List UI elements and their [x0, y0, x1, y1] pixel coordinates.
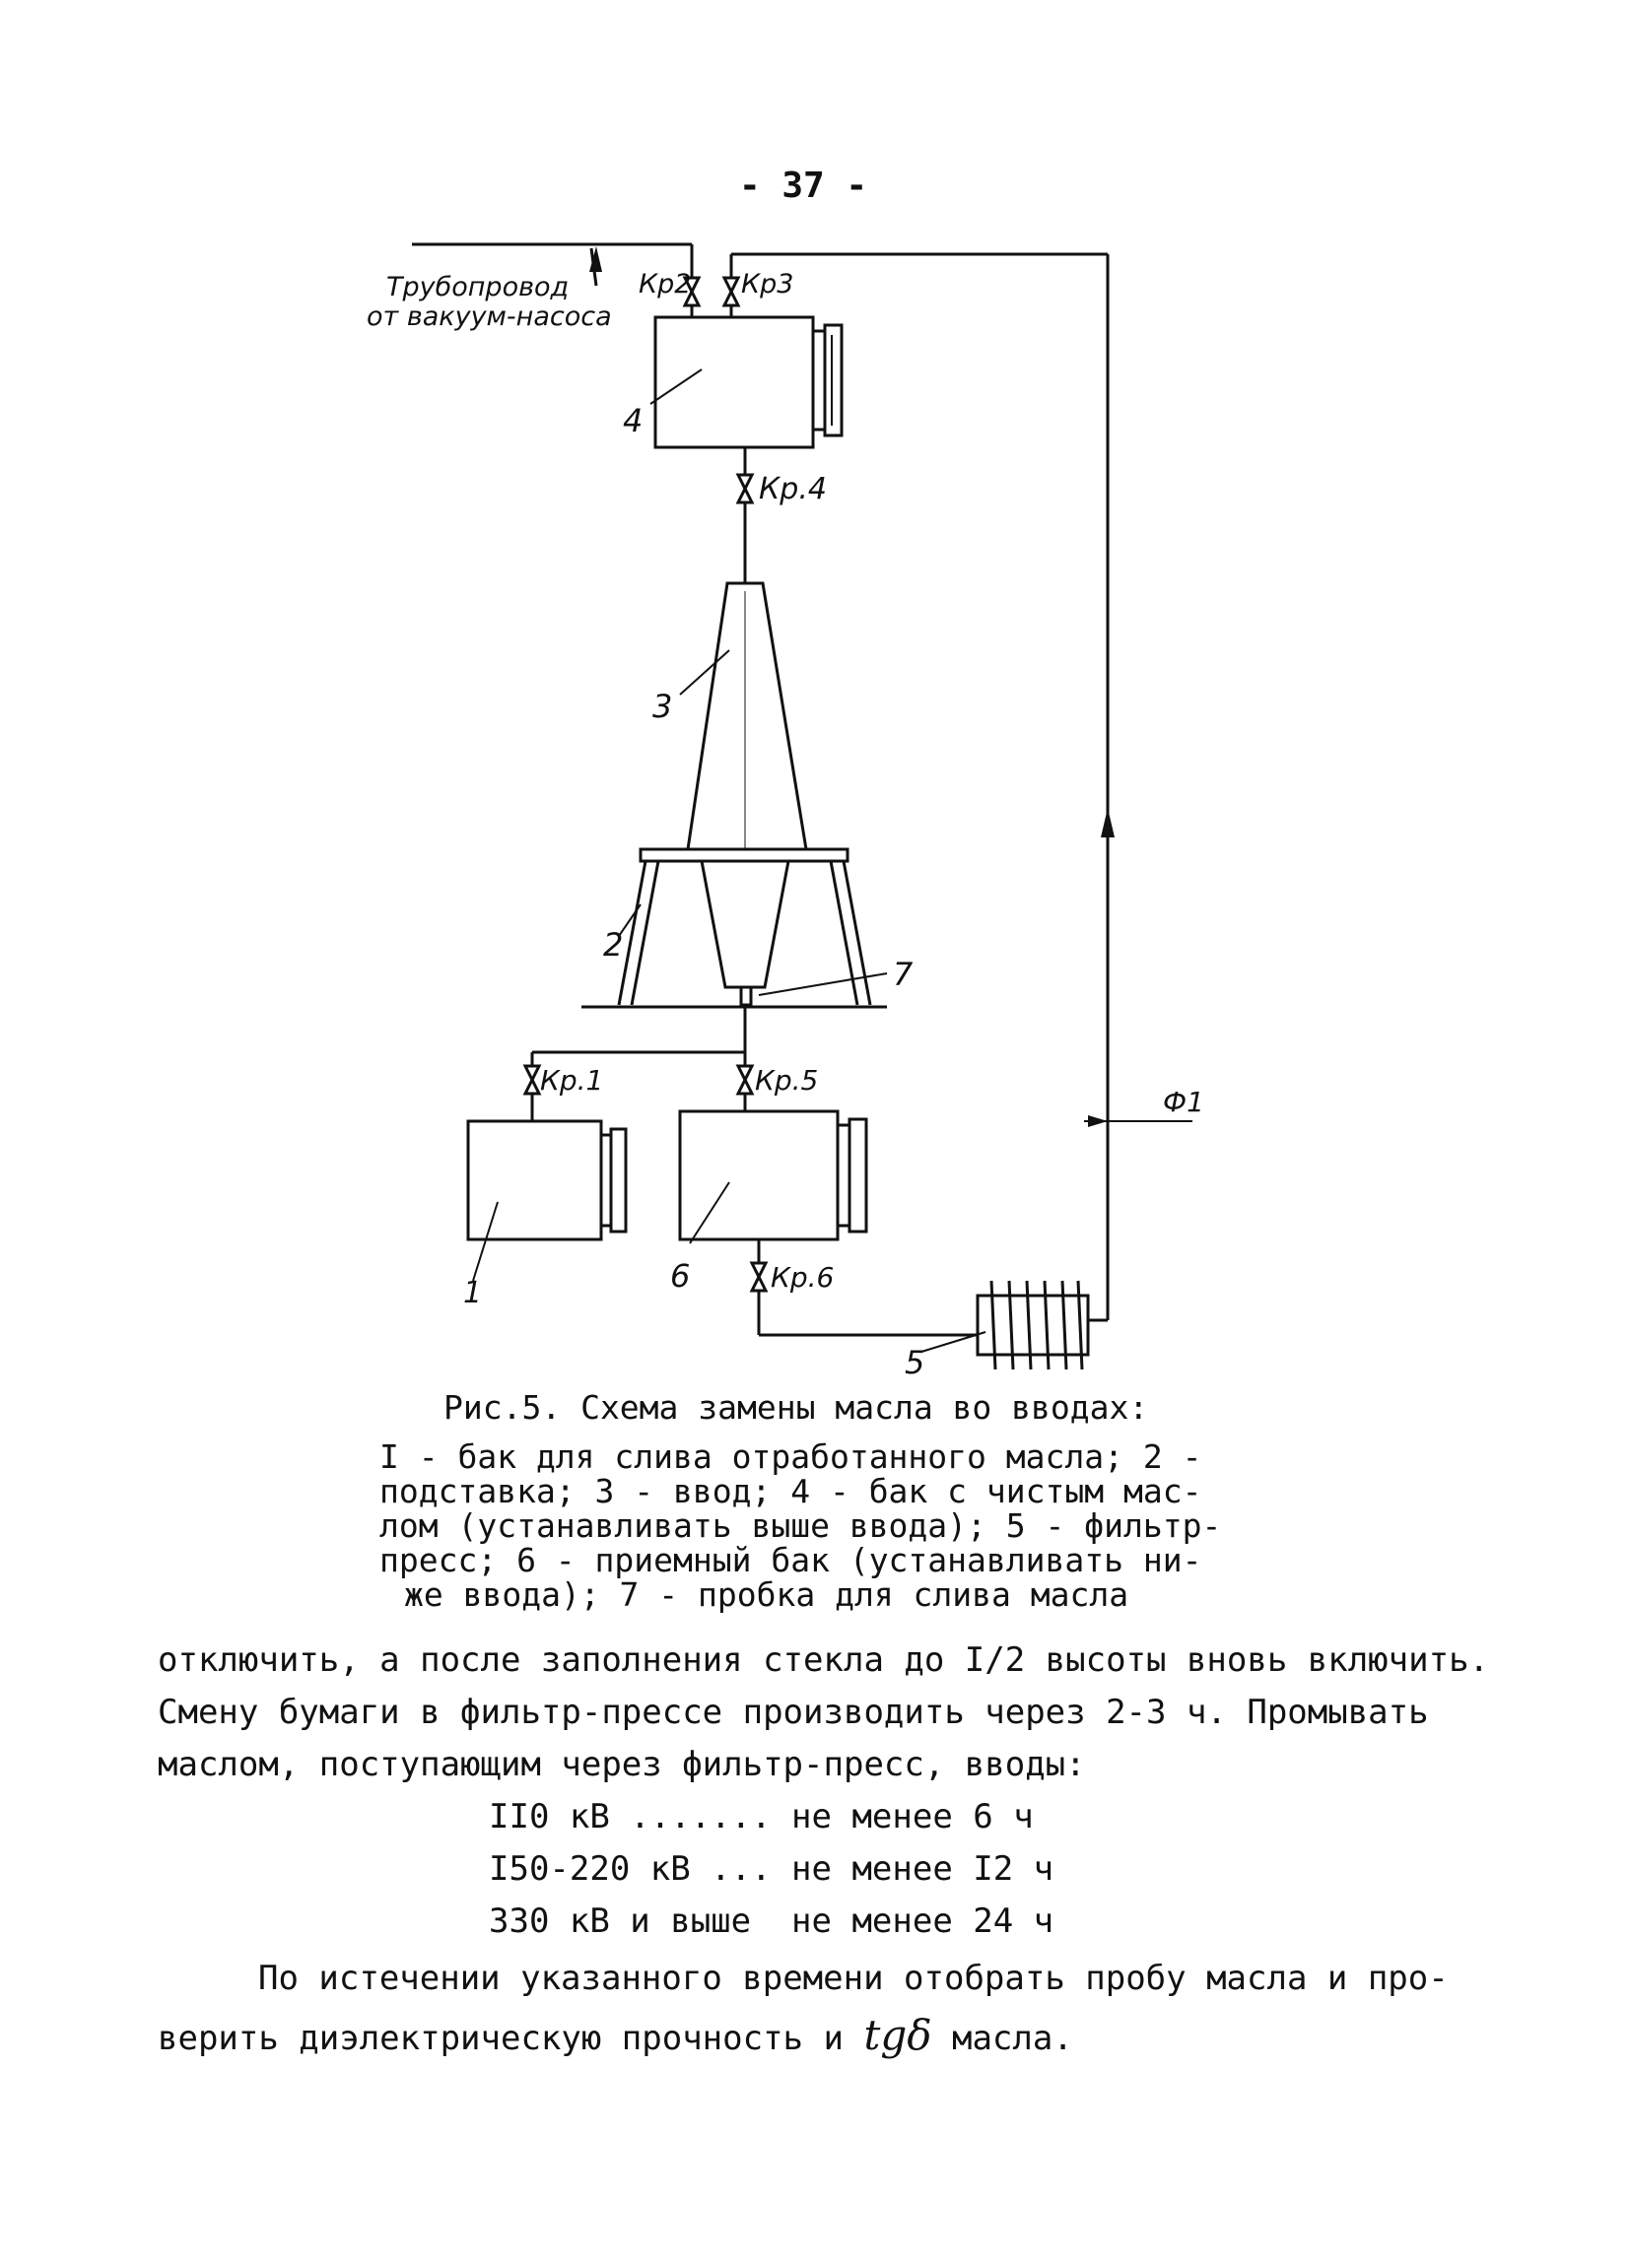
label-kr3: Кр3: [741, 269, 794, 300]
body-line-1: отключить, а после заполнения стекла до I/2 высоты вновь включить.: [158, 1640, 1490, 1680]
valve-kr5: [738, 1066, 752, 1094]
label-pipeline-line2: от вакуум-насоса: [367, 301, 612, 332]
label-f1: Ф1: [1163, 1086, 1204, 1118]
tank-6-receiving: [680, 1111, 866, 1243]
label-num-1: 1: [463, 1276, 483, 1310]
label-num-7: 7: [893, 956, 914, 993]
label-kr1: Кр.1: [540, 1064, 604, 1097]
caption-line-1: I - бак для слива отработанного масла; 2 -: [379, 1437, 1202, 1476]
label-kr4: Кр.4: [759, 472, 827, 506]
voltage-row-330kv: 330 кВ и выше не менее 24 ч: [489, 1901, 1054, 1941]
caption-line-3: лом (устанавливать выше ввода); 5 - фильтр-: [379, 1506, 1222, 1545]
valve-kr3: [724, 278, 738, 305]
body-line-3: маслом, поступающим через фильтр-пресс, вводы:: [158, 1745, 1086, 1784]
label-num-2: 2: [603, 926, 624, 964]
caption-line-4: пресс; 6 - приемный бак (устанавливать ни-: [379, 1541, 1202, 1579]
label-num-4: 4: [623, 402, 644, 439]
filter-press-5: [921, 1281, 1088, 1369]
label-num-6: 6: [670, 1257, 691, 1295]
label-kr6: Кр.6: [771, 1261, 835, 1294]
valve-kr6: [752, 1263, 766, 1291]
tank-4-clean-oil: [650, 317, 842, 447]
body-line-2: Смену бумаги в фильтр-прессе производить через 2-3 ч. Промывать: [158, 1693, 1429, 1732]
figure-caption-title: Рис.5. Схема замены масла во вводах:: [443, 1388, 1149, 1427]
label-pipeline-line1: Трубопровод: [386, 272, 570, 302]
voltage-row-110kv: II0 кВ ....... не менее 6 ч: [489, 1797, 1034, 1836]
stand-2: [581, 849, 887, 1007]
label-kr2: Кр2: [639, 269, 692, 300]
caption-line-5: же ввода); 7 - пробка для слива масла: [404, 1575, 1129, 1614]
valve-kr1: [525, 1066, 539, 1094]
label-kr5: Кр.5: [755, 1064, 819, 1097]
caption-line-2: подставка; 3 - ввод; 4 - бак с чистым мас-: [379, 1472, 1202, 1510]
body-line-5-end: масла.: [931, 2019, 1073, 2058]
flow-arrow-icon: [1101, 808, 1115, 837]
valve-kr4: [738, 475, 752, 502]
tg-delta-symbol: tgδ: [863, 2011, 932, 2059]
page-number: - 37 -: [738, 166, 868, 206]
body-line-5: [158, 2011, 1073, 2059]
voltage-row-150-220kv: I50-220 кВ ... не менее I2 ч: [489, 1849, 1054, 1889]
tank-1-waste-oil: [468, 1121, 626, 1281]
label-num-5: 5: [905, 1344, 925, 1379]
body-line-5-start: верить диэлектрическую прочность и: [158, 2019, 864, 2058]
body-line-4: По истечении указанного времени отобрать пробу масла и про-: [258, 1959, 1449, 1998]
label-num-3: 3: [652, 688, 673, 725]
